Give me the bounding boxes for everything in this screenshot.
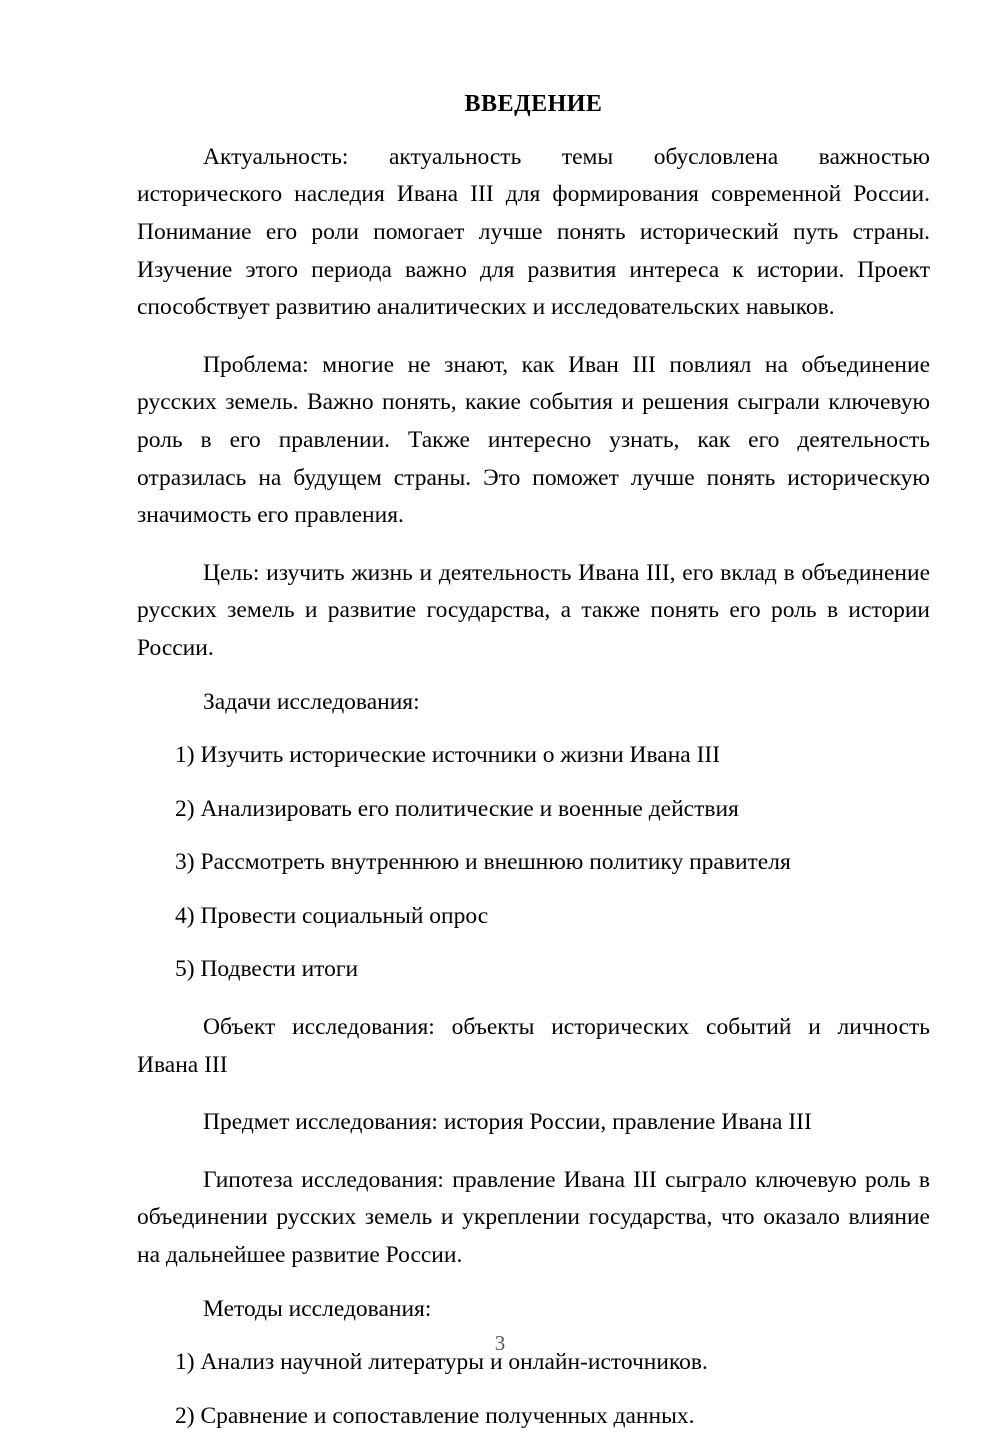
paragraph-hypothesis: Гипотеза исследования: правление Ивана III сыграло ключевую роль в объединении русских земель и укреплении государства, что оказало влияние на дальнейшее развитие России.	[137, 1166, 930, 1269]
list-item: 3) Рассмотреть внутреннюю и внешнюю политику правителя	[175, 849, 791, 876]
list-item: 4) Провести социальный опрос	[175, 902, 489, 929]
list-item: 2) Сравнение и сопоставление полученных данных.	[175, 1402, 695, 1429]
paragraph-goal: Цель: изучить жизнь и деятельность Ивана III, его вклад в объединение русских земель и развитие государства, а также понять его роль в истории России.	[137, 559, 930, 661]
paragraph-subject: Предмет исследования: история России, правление Ивана III	[203, 1109, 812, 1136]
tasks-heading: Задачи исследования:	[203, 688, 420, 715]
document-body	[137, 0, 930, 1435]
methods-heading: Методы исследования:	[203, 1295, 432, 1322]
page-title: ВВЕДЕНИЕ	[464, 91, 603, 117]
paragraph-object: Объект исследования: объекты исторических событий и личность Ивана III	[137, 1014, 930, 1078]
list-item: 5) Подвести итоги	[175, 956, 359, 983]
paragraph-relevance: Актуальность: актуальность темы обусловлена важностью исторического наследия Ивана III для формирования современной России. Понимание его роли помогает лучше понять исторический путь страны. Изучение этого периода важно для развития интереса к истории. Проект способствует развитию аналитических и исследовательских навыков.	[137, 143, 930, 321]
list-item: 2) Анализировать его политические и военные действия	[175, 795, 739, 822]
page-number: 3	[494, 1331, 506, 1355]
list-item: 1) Изучить исторические источники о жизни Ивана III	[175, 742, 721, 769]
paragraph-problem: Проблема: многие не знают, как Иван III повлиял на объединение русских земель. Важно понять, какие события и решения сыграли ключевую роль в его правлении. Также интересно узнать, как его деятельность отразилась на будущем страны. Это поможет лучше понять историческую значимость его правления.	[137, 351, 930, 529]
list-item: 1) Анализ научной литературы и онлайн-источников.	[175, 1349, 708, 1376]
